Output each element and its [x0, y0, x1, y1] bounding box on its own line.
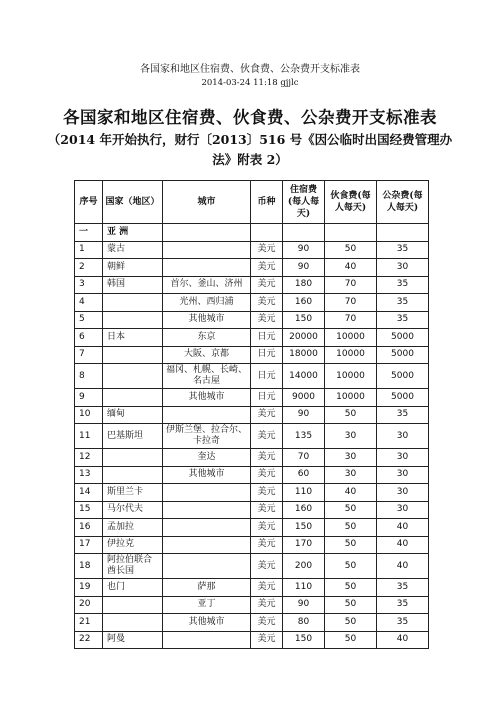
table-row — [75, 389, 429, 407]
row-number: 4 — [75, 294, 103, 312]
lodging-cell: 20000 — [283, 329, 325, 347]
misc-cell: 30 — [377, 449, 429, 467]
meal-cell: 50 — [325, 596, 377, 614]
country-cell: 阿曼 — [103, 631, 163, 649]
currency-cell: 日元 — [251, 346, 283, 364]
misc-cell: 35 — [377, 579, 429, 597]
row-number: 16 — [75, 519, 103, 537]
currency-cell: 美元 — [251, 466, 283, 484]
lodging-cell: 70 — [283, 449, 325, 467]
row-number: 13 — [75, 466, 103, 484]
country-cell: 韩国 — [103, 276, 163, 294]
currency-cell: 日元 — [251, 364, 283, 389]
currency-cell: 美元 — [251, 501, 283, 519]
city-cell — [163, 501, 251, 519]
misc-cell: 5000 — [377, 389, 429, 407]
city-cell: 亚丁 — [163, 596, 251, 614]
meal-cell: 30 — [325, 424, 377, 449]
lodging-cell: 110 — [283, 579, 325, 597]
meal-cell: 50 — [325, 241, 377, 259]
misc-cell: 35 — [377, 614, 429, 632]
misc-cell: 35 — [377, 294, 429, 312]
country-cell — [103, 614, 163, 632]
city-cell — [163, 406, 251, 424]
table-row — [75, 346, 429, 364]
lodging-cell: 90 — [283, 241, 325, 259]
lodging-cell: 14000 — [283, 364, 325, 389]
misc-cell: 40 — [377, 536, 429, 554]
currency-cell: 美元 — [251, 614, 283, 632]
city-cell — [163, 554, 251, 579]
city-cell — [163, 536, 251, 554]
misc-cell: 5000 — [377, 346, 429, 364]
table-row — [75, 519, 429, 537]
allowance-table — [74, 180, 429, 649]
misc-cell: 5000 — [377, 329, 429, 347]
country-cell: 斯里兰卡 — [103, 484, 163, 502]
table-row — [75, 596, 429, 614]
row-number: 2 — [75, 259, 103, 277]
table-row — [75, 329, 429, 347]
lodging-cell: 80 — [283, 614, 325, 632]
col-header-misc: 公杂费(每人每天) — [377, 181, 429, 224]
country-cell: 也门 — [103, 579, 163, 597]
lodging-cell: 90 — [283, 259, 325, 277]
currency-cell: 美元 — [251, 519, 283, 537]
table-row — [75, 614, 429, 632]
currency-cell: 美元 — [251, 311, 283, 329]
country-cell — [103, 596, 163, 614]
meal-cell: 10000 — [325, 346, 377, 364]
currency-cell: 美元 — [251, 579, 283, 597]
empty-cell — [377, 224, 429, 242]
city-cell: 东京 — [163, 329, 251, 347]
table-row — [75, 241, 429, 259]
misc-cell: 35 — [377, 311, 429, 329]
lodging-cell: 160 — [283, 294, 325, 312]
lodging-cell: 170 — [283, 536, 325, 554]
country-cell — [103, 311, 163, 329]
meal-cell: 10000 — [325, 329, 377, 347]
col-header-lodging: 住宿费(每人每天) — [283, 181, 325, 224]
misc-cell: 30 — [377, 501, 429, 519]
meal-cell: 70 — [325, 311, 377, 329]
city-cell: 光州、西归浦 — [163, 294, 251, 312]
table-row — [75, 406, 429, 424]
misc-cell: 40 — [377, 631, 429, 649]
lodging-cell: 90 — [283, 406, 325, 424]
city-cell: 奎达 — [163, 449, 251, 467]
currency-cell: 美元 — [251, 554, 283, 579]
country-cell: 伊拉克 — [103, 536, 163, 554]
city-cell: 福冈、札幌、长崎、名古屋 — [163, 364, 251, 389]
col-header-meal: 伙食费(每人每天) — [325, 181, 377, 224]
country-cell: 缅甸 — [103, 406, 163, 424]
country-cell: 阿拉伯联合酋长国 — [103, 554, 163, 579]
table-header-row — [75, 181, 429, 224]
table-row — [75, 631, 429, 649]
lodging-cell: 9000 — [283, 389, 325, 407]
col-header-currency: 币种 — [251, 181, 283, 224]
row-number: 9 — [75, 389, 103, 407]
row-number: 20 — [75, 596, 103, 614]
meal-cell: 30 — [325, 466, 377, 484]
city-cell: 其他城市 — [163, 389, 251, 407]
table-row — [75, 579, 429, 597]
currency-cell: 美元 — [251, 276, 283, 294]
row-number: 1 — [75, 241, 103, 259]
city-cell — [163, 519, 251, 537]
row-number: 22 — [75, 631, 103, 649]
currency-cell: 美元 — [251, 449, 283, 467]
row-number: 11 — [75, 424, 103, 449]
meal-cell: 50 — [325, 501, 377, 519]
row-number: 6 — [75, 329, 103, 347]
misc-cell: 40 — [377, 554, 429, 579]
currency-cell: 美元 — [251, 484, 283, 502]
country-cell — [103, 449, 163, 467]
section-number: 一 — [75, 224, 103, 242]
table-row — [75, 364, 429, 389]
city-cell: 其他城市 — [163, 311, 251, 329]
city-cell: 萨那 — [163, 579, 251, 597]
country-cell: 巴基斯坦 — [103, 424, 163, 449]
misc-cell: 35 — [377, 406, 429, 424]
empty-cell — [283, 224, 325, 242]
col-header-country: 国家（地区） — [103, 181, 163, 224]
meal-cell: 10000 — [325, 389, 377, 407]
lodging-cell: 200 — [283, 554, 325, 579]
col-header-no: 序号 — [75, 181, 103, 224]
col-header-city: 城市 — [163, 181, 251, 224]
lodging-cell: 150 — [283, 631, 325, 649]
country-cell — [103, 466, 163, 484]
country-cell: 日本 — [103, 329, 163, 347]
city-cell — [163, 631, 251, 649]
table-row — [75, 311, 429, 329]
meal-cell: 50 — [325, 614, 377, 632]
currency-cell: 美元 — [251, 596, 283, 614]
misc-cell: 5000 — [377, 364, 429, 389]
row-number: 15 — [75, 501, 103, 519]
lodging-cell: 18000 — [283, 346, 325, 364]
meal-cell: 50 — [325, 579, 377, 597]
row-number: 12 — [75, 449, 103, 467]
misc-cell: 30 — [377, 424, 429, 449]
country-cell: 蒙古 — [103, 241, 163, 259]
meal-cell: 40 — [325, 484, 377, 502]
table-row — [75, 554, 429, 579]
lodging-cell: 110 — [283, 484, 325, 502]
row-number: 21 — [75, 614, 103, 632]
empty-cell — [325, 224, 377, 242]
lodging-cell: 150 — [283, 519, 325, 537]
currency-cell: 美元 — [251, 424, 283, 449]
city-cell — [163, 241, 251, 259]
country-cell: 马尔代夫 — [103, 501, 163, 519]
misc-cell: 40 — [377, 519, 429, 537]
meal-cell: 50 — [325, 406, 377, 424]
city-cell: 其他城市 — [163, 466, 251, 484]
meal-cell: 70 — [325, 294, 377, 312]
row-number: 17 — [75, 536, 103, 554]
lodging-cell: 160 — [283, 501, 325, 519]
table-row — [75, 484, 429, 502]
lodging-cell: 180 — [283, 276, 325, 294]
misc-cell: 35 — [377, 276, 429, 294]
document-title: 各国家和地区住宿费、伙食费、公杂费开支标准表 — [63, 108, 437, 127]
country-cell: 孟加拉 — [103, 519, 163, 537]
city-cell: 首尔、釜山、济州 — [163, 276, 251, 294]
currency-cell: 美元 — [251, 259, 283, 277]
country-cell — [103, 364, 163, 389]
table-row — [75, 259, 429, 277]
row-number: 5 — [75, 311, 103, 329]
row-number: 10 — [75, 406, 103, 424]
document-subtitle: （2014 年开始执行，财行〔2013〕516 号《因公临时出国经费管理办法》附表 2） — [47, 132, 453, 167]
empty-cell — [163, 224, 251, 242]
table-row — [75, 276, 429, 294]
country-cell: 朝鲜 — [103, 259, 163, 277]
meal-cell: 50 — [325, 536, 377, 554]
country-cell — [103, 294, 163, 312]
misc-cell: 30 — [377, 259, 429, 277]
meal-cell: 40 — [325, 259, 377, 277]
currency-cell: 美元 — [251, 536, 283, 554]
misc-cell: 30 — [377, 466, 429, 484]
empty-cell — [251, 224, 283, 242]
currency-cell: 日元 — [251, 329, 283, 347]
meal-cell: 70 — [325, 276, 377, 294]
row-number: 18 — [75, 554, 103, 579]
post-meta: 2014-03-24 11:18 gjjlc — [201, 78, 299, 88]
country-cell — [103, 346, 163, 364]
row-number: 14 — [75, 484, 103, 502]
page-header-title: 各国家和地区住宿费、伙食费、公杂费开支标准表 — [140, 64, 360, 75]
table-row — [75, 466, 429, 484]
currency-cell: 美元 — [251, 294, 283, 312]
city-cell — [163, 259, 251, 277]
section-label: 亚 洲 — [103, 224, 163, 242]
row-number: 8 — [75, 364, 103, 389]
meal-cell: 50 — [325, 519, 377, 537]
misc-cell: 35 — [377, 596, 429, 614]
table-row — [75, 294, 429, 312]
misc-cell: 35 — [377, 241, 429, 259]
currency-cell: 美元 — [251, 406, 283, 424]
currency-cell: 美元 — [251, 241, 283, 259]
table-row — [75, 449, 429, 467]
lodging-cell: 135 — [283, 424, 325, 449]
currency-cell: 美元 — [251, 631, 283, 649]
section-row — [75, 224, 429, 242]
table-row — [75, 536, 429, 554]
currency-cell: 日元 — [251, 389, 283, 407]
meal-cell: 50 — [325, 631, 377, 649]
city-cell: 伊斯兰堡、拉合尔、卡拉奇 — [163, 424, 251, 449]
row-number: 3 — [75, 276, 103, 294]
misc-cell: 30 — [377, 484, 429, 502]
row-number: 7 — [75, 346, 103, 364]
lodging-cell: 90 — [283, 596, 325, 614]
lodging-cell: 60 — [283, 466, 325, 484]
meal-cell: 10000 — [325, 364, 377, 389]
row-number: 19 — [75, 579, 103, 597]
city-cell: 其他城市 — [163, 614, 251, 632]
city-cell: 大阪、京都 — [163, 346, 251, 364]
city-cell — [163, 484, 251, 502]
meal-cell: 50 — [325, 554, 377, 579]
table-row — [75, 424, 429, 449]
country-cell — [103, 389, 163, 407]
table-row — [75, 501, 429, 519]
meal-cell: 30 — [325, 449, 377, 467]
lodging-cell: 150 — [283, 311, 325, 329]
